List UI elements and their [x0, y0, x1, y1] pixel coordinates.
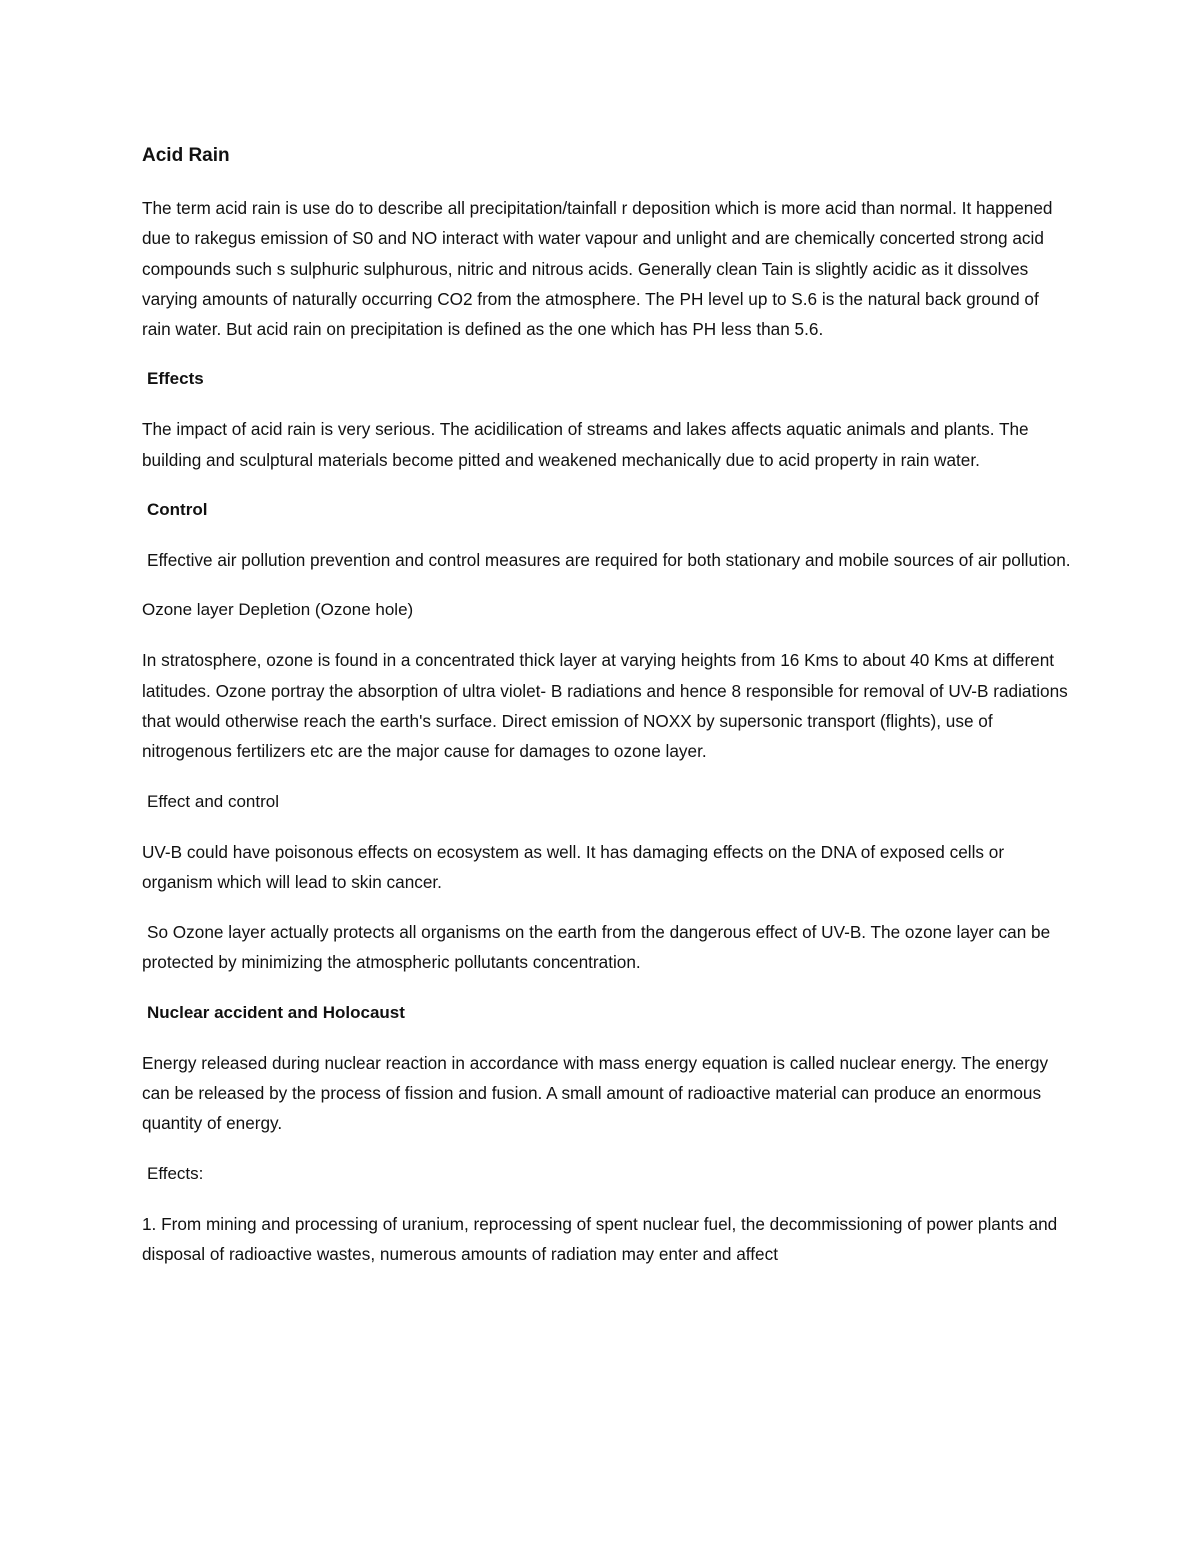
heading-nuclear-effects: Effects:	[147, 1163, 204, 1183]
title-acid-rain: Acid Rain	[142, 145, 230, 166]
paragraph-acid-rain: The term acid rain is use do to describe all precipitation/tainfall r deposition which is more acid than normal. It happened due to rakegus emission of S0 and NO interact with water vapour and unlight and are chemically concerted strong acid compounds such s sulphuric sulphurous, nitric and nitrous acids. Generally clean Tain is slightly acidic as it dissolves varying amounts of naturally occurring CO2 from the atmosphere. The PH level up to S.6 is the natural back ground of rain water. But acid rain on precipitation is defined as the one which has PH less than 5.6.	[142, 198, 1053, 340]
paragraph-nuclear-accident: Energy released during nuclear reaction in accordance with mass energy equation is called nuclear energy. The energy can be released by the process of fission and fusion. A small amount of radioactive material can produce an enormous quantity of energy.	[142, 1052, 1049, 1134]
paragraph-effect-and-control-1: UV-B could have poisonous effects on ecosystem as well. It has damaging effects on the DNA of exposed cells or organism which will lead to skin cancer.	[142, 841, 1005, 892]
heading-effect-and-control: Effect and control	[147, 791, 279, 811]
heading-ozone-depletion: Ozone layer Depletion (Ozone hole)	[142, 600, 414, 620]
paragraph-effects: The impact of acid rain is very serious. The acidilication of streams and lakes affects aquatic animals and plants. The building and sculptural materials become pitted and weakened mechanically due to acid property in rain water.	[142, 419, 1029, 470]
list-item-nuclear-effect-1: 1. From mining and processing of uranium, reprocessing of spent nuclear fuel, the decommissioning of power plants and disposal of radioactive wastes, numerous amounts of radiation may enter and affect	[142, 1213, 1058, 1264]
paragraph-effect-and-control-2: So Ozone layer actually protects all organisms on the earth from the dangerous effect of UV-B. The ozone layer can be protected by minimizing the atmospheric pollutants concentration.	[142, 922, 1051, 973]
paragraph-control: Effective air pollution prevention and control measures are required for both stationary and mobile sources of air pollution.	[147, 550, 1071, 571]
document-body	[142, 141, 1072, 1289]
heading-nuclear-accident: Nuclear accident and Holocaust	[147, 1002, 405, 1022]
heading-effects: Effects	[147, 369, 204, 389]
paragraph-ozone-depletion: In stratosphere, ozone is found in a concentrated thick layer at varying heights from 16 Kms to about 40 Kms at different latitudes. Ozone portray the absorption of ultra violet- B radiations and hence 8 responsible for removal of UV-B radiations that would otherwise reach the earth's surface. Direct emission of NOXX by supersonic transport (flights), use of nitrogenous fertilizers etc are the major cause for damages to ozone layer.	[142, 650, 1068, 762]
heading-control: Control	[147, 500, 208, 520]
